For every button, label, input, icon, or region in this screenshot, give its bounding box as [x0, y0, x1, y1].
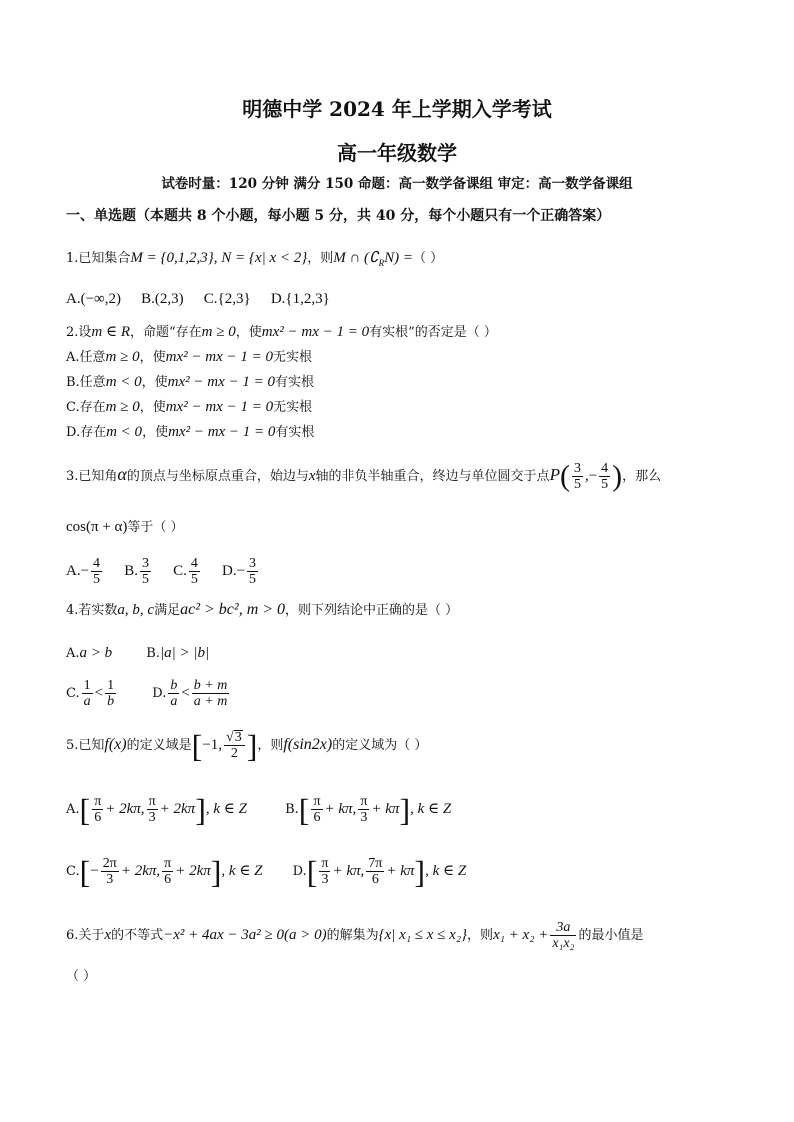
- option-c[interactable]: C. $\frac{1}{a}$ < $\frac{1}{b}$: [66, 678, 115, 709]
- point-y-fraction: $\frac{4}{5}$: [601, 461, 609, 492]
- section-heading: 一、单选题（本题共 8 个小题，每小题 5 分，共 40 分，每个小题只有一个正确答案）: [66, 208, 611, 224]
- question-4-stem: 4.若实数a, b, c满足ac² > bc², m > 0，则下列结论中正确的是（ ）: [66, 601, 459, 618]
- option-b[interactable]: B.(2,3): [141, 291, 184, 307]
- option-d[interactable]: D.[ $\frac{\pi}{3}$ + kπ, $\frac{7\pi}{6}$ + kπ], k ∈ Z: [292, 853, 467, 890]
- question-2-stem: 2.设m ∈ R，命题“存在m ≥ 0，使mx² − mx − 1 = 0有实根”的否定是（ ）: [66, 324, 497, 340]
- question-4-options-cd: [66, 676, 247, 711]
- option-b[interactable]: B.|a| > |b|: [146, 645, 210, 661]
- question-5-options-cd: [66, 848, 466, 895]
- option-b[interactable]: B.[ $\frac{\pi}{6}$ + kπ, $\frac{\pi}{3}$ + kπ], k ∈ Z: [285, 791, 452, 828]
- option-a[interactable]: A.(−∞,2): [66, 291, 121, 307]
- question-6-answer-paren: （ ）: [66, 969, 97, 984]
- option-a[interactable]: A.− $\frac{4}{5}$: [66, 556, 101, 587]
- point-x-fraction: $\frac{3}{5}$: [573, 461, 581, 492]
- question-3-stem-2: cos(π + α)等于（ ）: [66, 519, 184, 535]
- option-d[interactable]: D. $\frac{b}{a}$ < $\frac{b + m}{a + m}$: [152, 678, 228, 709]
- option-a[interactable]: A.a > b: [66, 645, 113, 661]
- option-b[interactable]: B.任意m < 0，使mx² − mx − 1 = 0有实根: [66, 374, 315, 390]
- question-3-stem: 3.已知角α的顶点与坐标原点重合，始边与x轴的非负半轴重合，终边与单位圆交于点P( $\frac{3}{5}$ ,− $\frac{4}{5}$ )，那么: [66, 459, 662, 493]
- set-m: M = {0,1,2,3}: [130, 250, 214, 266]
- option-d[interactable]: D.存在m < 0，使mx² − mx − 1 = 0有实根: [66, 424, 315, 440]
- question-5-stem: 5.已知f(x)的定义域是[−1, $\frac{√3}{2}$ ]，则f(sin2x)的定义域为（ ）: [66, 727, 428, 764]
- option-c[interactable]: C. $\frac{4}{5}$: [173, 556, 198, 587]
- option-b[interactable]: B. $\frac{3}{5}$: [124, 556, 149, 587]
- q1-expression: M ∩ $(∁_RN)$ =: [333, 250, 413, 268]
- option-d[interactable]: D.− $\frac{3}{5}$: [222, 556, 257, 587]
- option-c[interactable]: C.[− $\frac{2\pi}{3}$ + 2kπ, $\frac{\pi}{6}$ + 2kπ], k ∈ Z: [66, 853, 263, 890]
- option-a[interactable]: A.任意m ≥ 0，使mx² − mx − 1 = 0无实根: [66, 349, 312, 365]
- question-5-options-ab: [66, 786, 451, 833]
- question-4-options-ab: [66, 644, 225, 663]
- question-1-options: [66, 290, 346, 309]
- question-3-options: [66, 554, 276, 589]
- exam-subtitle: 高一年级数学: [337, 141, 457, 165]
- option-a[interactable]: A.[ $\frac{\pi}{6}$ + 2kπ, $\frac{\pi}{3}$ + 2kπ], k ∈ Z: [66, 791, 247, 828]
- option-c[interactable]: C.{2,3}: [203, 291, 251, 307]
- option-d[interactable]: D.{1,2,3}: [270, 291, 330, 307]
- question-1-stem: 1.已知集合M = {0,1,2,3}, N = {x| x < 2}，则M ∩ $(∁_RN)$ =（ ）: [66, 250, 444, 268]
- exam-info: 试卷时量：120 分钟 满分 150 命题：高一数学备课组 审定：高一数学备课组: [161, 176, 633, 192]
- question-6-stem: 6.关于x的不等式−x² + 4ax − 3a² ≥ 0(a > 0)的解集为{x| x₁ ≤ x ≤ x₂}，则x₁ + x₂ + $\frac{3a}{\text{x₁x₂}}$ 的最小值是: [66, 920, 644, 951]
- exam-title: 明德中学 2024 年上学期入学考试: [242, 97, 552, 121]
- option-c[interactable]: C.存在m ≥ 0，使mx² − mx − 1 = 0无实根: [66, 399, 313, 415]
- set-n: , N = {x| x < 2}: [213, 250, 308, 266]
